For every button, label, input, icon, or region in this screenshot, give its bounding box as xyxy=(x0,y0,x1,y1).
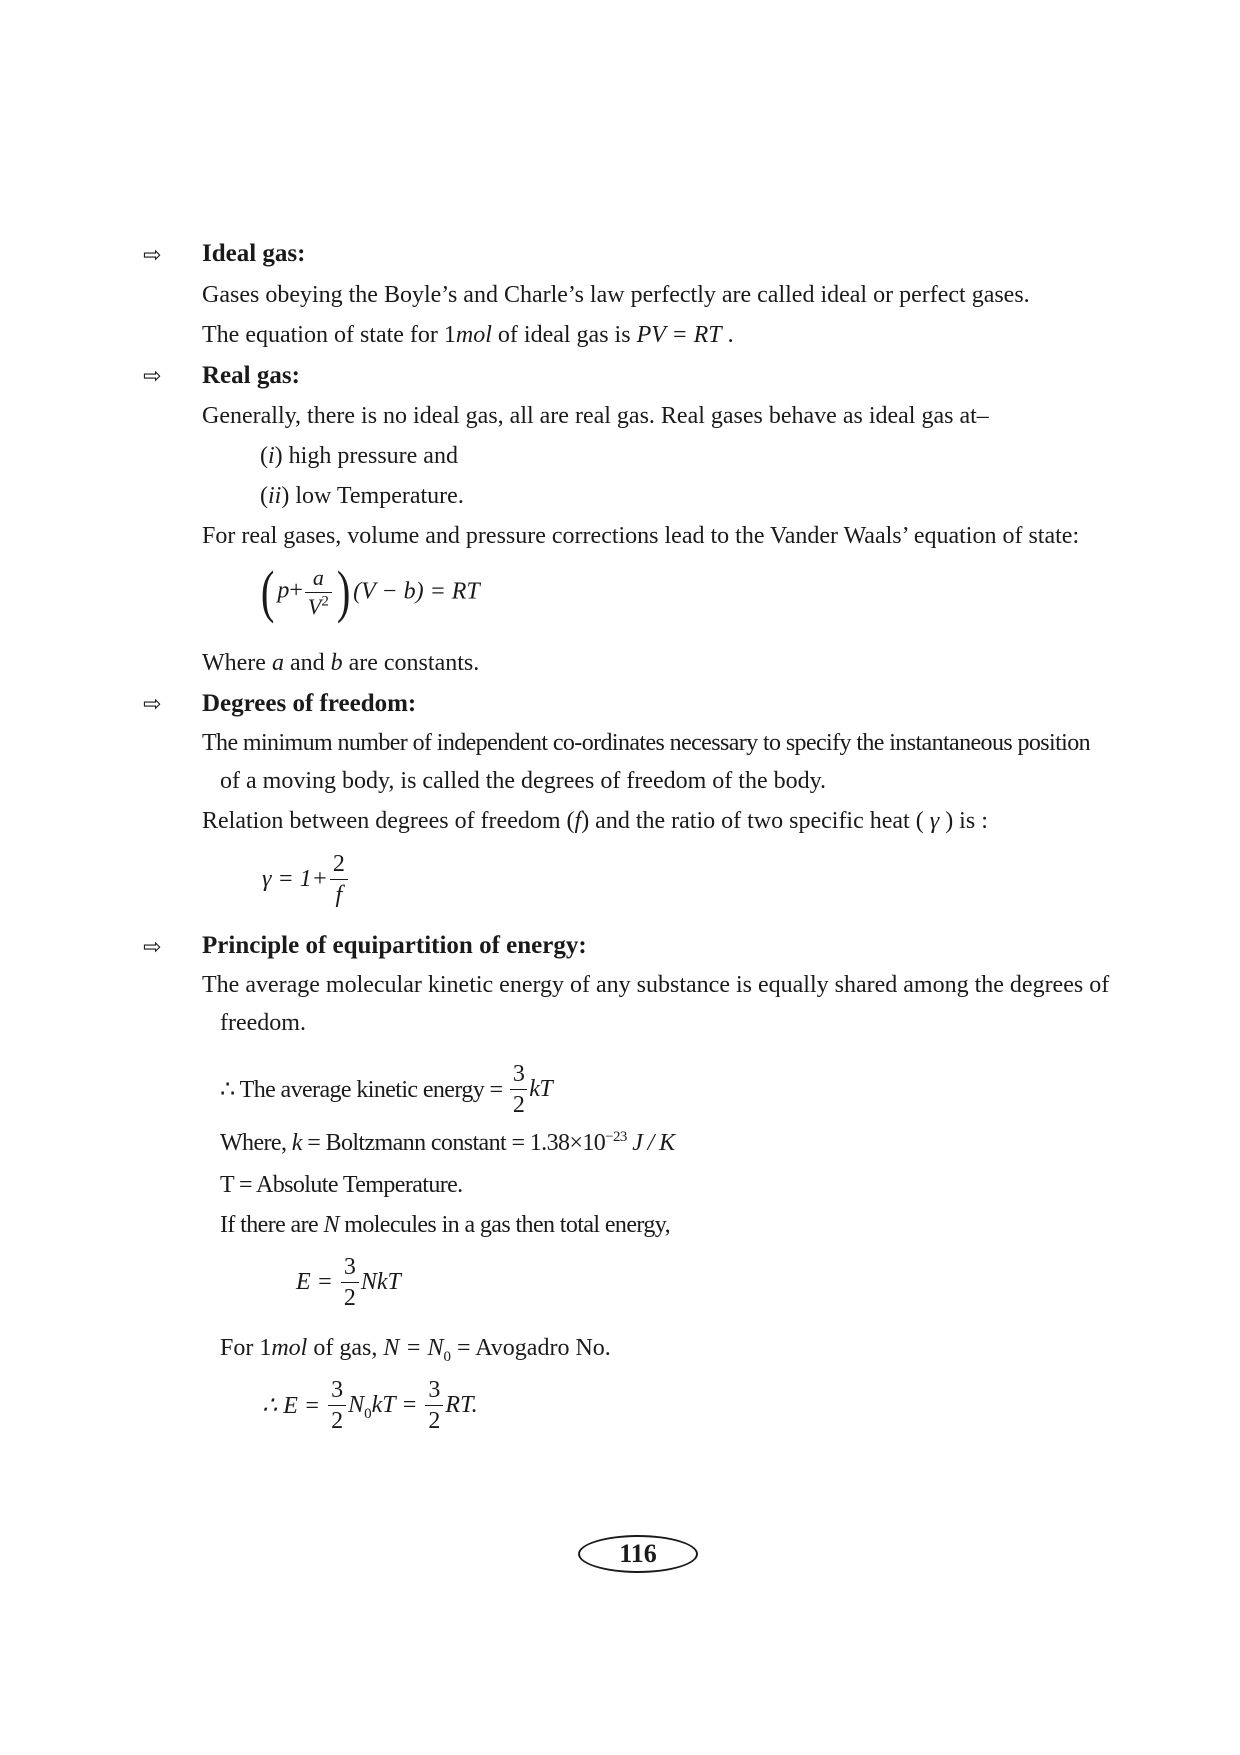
heading-equipartition: Principle of equipartition of energy: xyxy=(202,932,587,959)
absolute-temperature-line: T = Absolute Temperature. xyxy=(220,1172,463,1198)
equipartition-definition-line1: The average molecular kinetic energy of any substance is equally shared among the degrees of xyxy=(202,972,1110,998)
page-number: 116 xyxy=(578,1535,698,1573)
dof-definition-line1: The minimum number of independent co-ordinates necessary to specify the instantaneous position xyxy=(202,730,1091,756)
real-gas-condition-2: (ii) low Temperature. xyxy=(260,483,464,509)
heading-real-gas: Real gas: xyxy=(202,362,300,389)
average-kinetic-energy-equation: ∴ The average kinetic energy = $\frac{3}{2}$ kT xyxy=(220,1061,553,1118)
arrow-bullet-icon: ⇨ xyxy=(143,364,162,389)
n-molecules-line: If there are N molecules in a gas then total energy, xyxy=(220,1212,670,1238)
avogadro-line: For 1mol of gas, $N = N_0$ = Avogadro No. xyxy=(220,1335,611,1365)
vander-waals-intro: For real gases, volume and pressure corrections lead to the Vander Waals’ equation of state: xyxy=(202,523,1080,549)
arrow-bullet-icon: ⇨ xyxy=(143,243,162,268)
boltzmann-constant-line: Where, k = Boltzmann constant = $1.38\times 10^{-23}$ J / K xyxy=(220,1129,675,1156)
arrow-bullet-icon: ⇨ xyxy=(143,692,162,717)
real-gas-intro: Generally, there is no ideal gas, all are real gas. Real gases behave as ideal gas at– xyxy=(202,403,989,429)
ideal-gas-definition: Gases obeying the Boyle’s and Charle’s law perfectly are called ideal or perfect gases. xyxy=(202,282,1030,308)
arrow-bullet-icon: ⇨ xyxy=(143,935,162,960)
vander-waals-equation: ( p+ $\frac{a}{V^2}$ ) (V − b) = RT xyxy=(260,559,480,624)
equipartition-definition-line2: freedom. xyxy=(220,1010,306,1036)
heading-ideal-gas: Ideal gas: xyxy=(202,240,306,267)
vander-waals-constants: Where a and b are constants. xyxy=(202,650,480,676)
heading-degrees-of-freedom: Degrees of freedom: xyxy=(202,690,417,717)
gamma-equation: γ = 1+ $\frac{2}{f}$ xyxy=(262,852,350,907)
final-energy-equation: ∴ E = $\frac{3}{2}$ $N_0kT$ = $\frac{3}{2}$ RT. xyxy=(262,1377,478,1434)
total-energy-equation: E = $\frac{3}{2}$ NkT xyxy=(296,1254,401,1311)
ideal-gas-equation-line: The equation of state for 1mol of ideal gas is PV = RT . xyxy=(202,322,734,348)
real-gas-condition-1: (i) high pressure and xyxy=(260,443,458,469)
dof-relation-intro: Relation between degrees of freedom (f) and the ratio of two specific heat ( γ ) is : xyxy=(202,808,988,834)
dof-definition-line2: of a moving body, is called the degrees of freedom of the body. xyxy=(220,768,827,794)
